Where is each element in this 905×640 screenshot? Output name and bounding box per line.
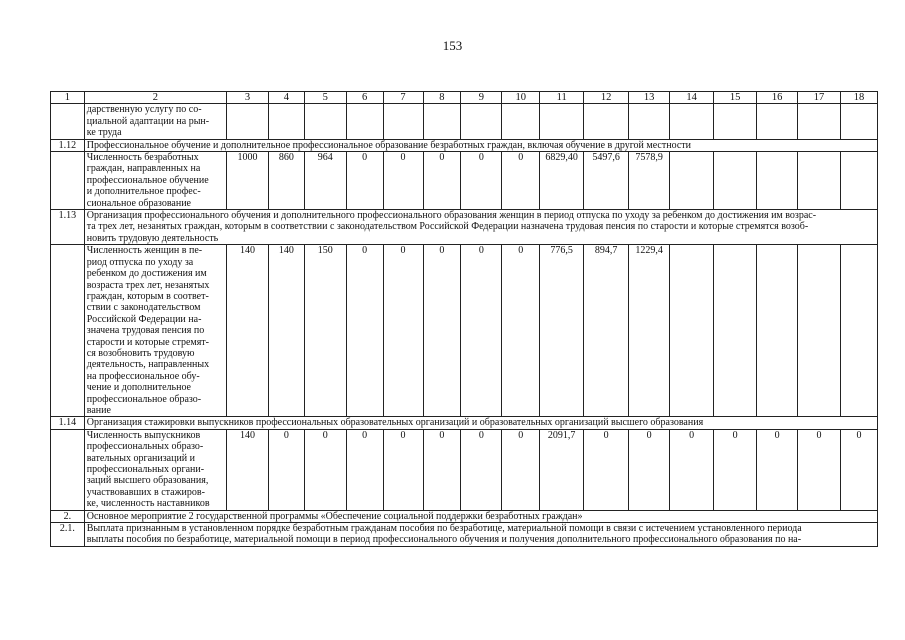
value-cell: 0 (584, 429, 629, 510)
section-title: Организация профессионального обучения и дополнительного профессионального образования женщин в период отпуска по уходу за ребенком до достижения им возрас- та трех лет, незанятых граждан, которым в соответствии с законодательством Российской Федерации назначена трудовая пенсия по старости и которые стремятся возоб- новить трудовую деятельность (84, 210, 877, 245)
value-cell (268, 104, 304, 139)
column-header: 7 (383, 92, 423, 104)
value-cell: 894,7 (584, 245, 629, 417)
value-cell: 1229,4 (629, 245, 670, 417)
indicator-name: Численность безработных граждан, направленных на профессиональное обучение и дополнительное профес- сиональное образование (84, 152, 226, 210)
value-cell (714, 245, 757, 417)
row-code: 1.13 (51, 210, 85, 245)
column-header: 18 (841, 92, 878, 104)
column-header: 6 (346, 92, 383, 104)
value-cell: 0 (502, 152, 540, 210)
value-cell: 0 (423, 245, 461, 417)
row-code (51, 152, 85, 210)
value-cell: 0 (383, 245, 423, 417)
value-cell: 0 (798, 429, 841, 510)
value-cell: 0 (502, 245, 540, 417)
value-cell: 140 (227, 245, 269, 417)
section-title: Профессиональное обучение и дополнительное профессиональное образование безработных граждан, включая обучение в другой местности (84, 139, 877, 151)
indicators-table (50, 91, 878, 547)
column-header: 5 (304, 92, 346, 104)
page-number: 153 (442, 38, 463, 53)
value-cell (757, 245, 798, 417)
value-cell: 0 (346, 429, 383, 510)
value-cell (423, 104, 461, 139)
row-code: 1.14 (51, 417, 85, 429)
value-cell: 0 (461, 429, 502, 510)
value-cell: 6829,40 (540, 152, 584, 210)
value-cell: 776,5 (540, 245, 584, 417)
column-header: 14 (670, 92, 714, 104)
row-code (51, 104, 85, 139)
value-cell: 0 (461, 245, 502, 417)
indicator-name: Численность женщин в пе- риод отпуска по уходу за ребенком до достижения им возраста трех лет, незанятых граждан, которым в соответ- ствии с законодательством Российской Федерации на- значена трудовая пенсия по старости и которые стремят- ся возобновить трудовую деятельность, направленных на профессиональное обу- чение и дополнительное профессиональное образо- вание (84, 245, 226, 417)
value-cell (670, 245, 714, 417)
value-cell (227, 104, 269, 139)
indicator-row (51, 245, 878, 417)
value-cell: 0 (346, 152, 383, 210)
column-header: 12 (584, 92, 629, 104)
value-cell: 0 (461, 152, 502, 210)
column-header: 10 (502, 92, 540, 104)
value-cell: 0 (502, 429, 540, 510)
column-header: 2 (84, 92, 226, 104)
indicator-row (51, 152, 878, 210)
column-header: 11 (540, 92, 584, 104)
value-cell: 2091,7 (540, 429, 584, 510)
row-code: 1.12 (51, 139, 85, 151)
value-cell (841, 152, 878, 210)
column-header: 16 (757, 92, 798, 104)
value-cell (461, 104, 502, 139)
value-cell (714, 104, 757, 139)
value-cell (841, 245, 878, 417)
value-cell (346, 104, 383, 139)
column-header: 3 (227, 92, 269, 104)
value-cell: 0 (383, 429, 423, 510)
value-cell: 0 (304, 429, 346, 510)
indicator-row (51, 104, 878, 139)
value-cell: 0 (346, 245, 383, 417)
section-row (51, 510, 878, 522)
column-header: 4 (268, 92, 304, 104)
section-row (51, 139, 878, 151)
column-header: 13 (629, 92, 670, 104)
value-cell (798, 104, 841, 139)
value-cell (670, 104, 714, 139)
value-cell: 150 (304, 245, 346, 417)
value-cell (304, 104, 346, 139)
value-cell: 0 (714, 429, 757, 510)
value-cell: 0 (268, 429, 304, 510)
column-header: 8 (423, 92, 461, 104)
value-cell: 5497,6 (584, 152, 629, 210)
value-cell: 1000 (227, 152, 269, 210)
value-cell (383, 104, 423, 139)
value-cell: 140 (268, 245, 304, 417)
value-cell (757, 152, 798, 210)
value-cell: 860 (268, 152, 304, 210)
value-cell: 0 (423, 152, 461, 210)
value-cell (502, 104, 540, 139)
value-cell (714, 152, 757, 210)
row-code (51, 245, 85, 417)
value-cell: 0 (383, 152, 423, 210)
section-row (51, 417, 878, 429)
table-body (51, 92, 878, 547)
section-title: Организация стажировки выпускников профессиональных образовательных организаций и образовательных организаций высшего образования (84, 417, 877, 429)
indicator-name: дарственную услугу по со- циальной адаптации на рын- ке труда (84, 104, 226, 139)
value-cell (841, 104, 878, 139)
section-title: Выплата признанным в установленном порядке безработным гражданам пособия по безработице, материальной помощи в связи с истечением установленного периода выплаты пособия по безработице, материальной помощи в период профессионального обучения и получения дополнительного профессионального образования по на- (84, 523, 877, 547)
indicator-name: Численность выпускников профессиональных образо- вательных организаций и профессиональных органи- заций высшего образования, участвовавших в стажиров- ке, численность наставников (84, 429, 226, 510)
row-code: 2.1. (51, 523, 85, 547)
column-header: 9 (461, 92, 502, 104)
value-cell: 0 (757, 429, 798, 510)
section-row (51, 210, 878, 245)
indicator-row (51, 429, 878, 510)
value-cell (798, 152, 841, 210)
value-cell: 7578,9 (629, 152, 670, 210)
value-cell: 964 (304, 152, 346, 210)
column-header: 15 (714, 92, 757, 104)
value-cell: 0 (841, 429, 878, 510)
column-number-row (51, 92, 878, 104)
value-cell: 0 (423, 429, 461, 510)
column-header: 1 (51, 92, 85, 104)
value-cell: 0 (629, 429, 670, 510)
value-cell: 0 (670, 429, 714, 510)
column-header: 17 (798, 92, 841, 104)
value-cell (584, 104, 629, 139)
row-code: 2. (51, 510, 85, 522)
value-cell (540, 104, 584, 139)
value-cell (757, 104, 798, 139)
row-code (51, 429, 85, 510)
section-title: Основное мероприятие 2 государственной программы «Обеспечение социальной поддержки безработных граждан» (84, 510, 877, 522)
section-row (51, 523, 878, 547)
value-cell (629, 104, 670, 139)
value-cell (798, 245, 841, 417)
value-cell: 140 (227, 429, 269, 510)
value-cell (670, 152, 714, 210)
